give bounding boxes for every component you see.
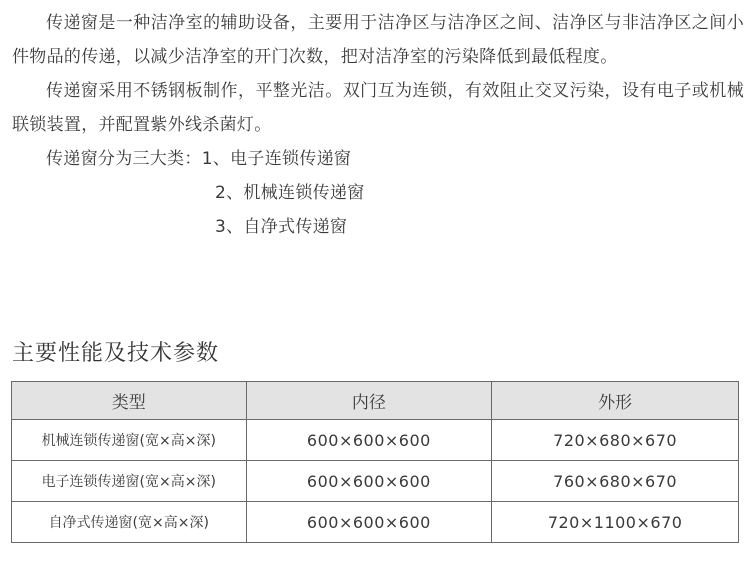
table-row [12,461,739,502]
intro-text [12,6,744,244]
table-row [12,420,739,461]
cell-inner-size: 600×600×600 [246,502,492,543]
cell-outer-size: 760×680×670 [492,461,739,502]
categories-label: 传递窗分为三大类： [46,149,202,169]
category-item-2: 2、机械连锁传递窗 [215,183,365,203]
header-outer-size: 外形 [492,382,739,420]
header-inner-size: 内径 [246,382,492,420]
table-header-row [12,382,739,420]
table-row [12,502,739,543]
cell-type: 机械连锁传递窗(宽×高×深) [12,420,247,461]
cell-inner-size: 600×600×600 [246,420,492,461]
category-item-3: 3、自净式传递窗 [215,217,348,237]
cell-type: 自净式传递窗(宽×高×深) [12,502,247,543]
category-row-1 [12,142,744,176]
header-type: 类型 [12,382,247,420]
category-item-1: 1、电子连锁传递窗 [201,149,352,169]
category-row-2 [12,176,744,210]
parameters-table [11,381,739,543]
cell-inner-size: 600×600×600 [246,461,492,502]
category-row-3 [12,210,744,244]
section-title: 主要性能及技术参数 [12,341,220,366]
intro-paragraph-1: 传递窗是一种洁净室的辅助设备，主要用于洁净区与洁净区之间、洁净区与非洁净区之间小件物品的传递，以减少洁净室的开门次数，把对洁净室的污染降低到最低程度。 [12,13,744,67]
cell-outer-size: 720×680×670 [492,420,739,461]
cell-type: 电子连锁传递窗(宽×高×深) [12,461,247,502]
intro-paragraph-2: 传递窗采用不锈钢板制作，平整光洁。双门互为连锁，有效阻止交叉污染，设有电子或机械联锁装置，并配置紫外线杀菌灯。 [12,81,744,135]
cell-outer-size: 720×1100×670 [492,502,739,543]
